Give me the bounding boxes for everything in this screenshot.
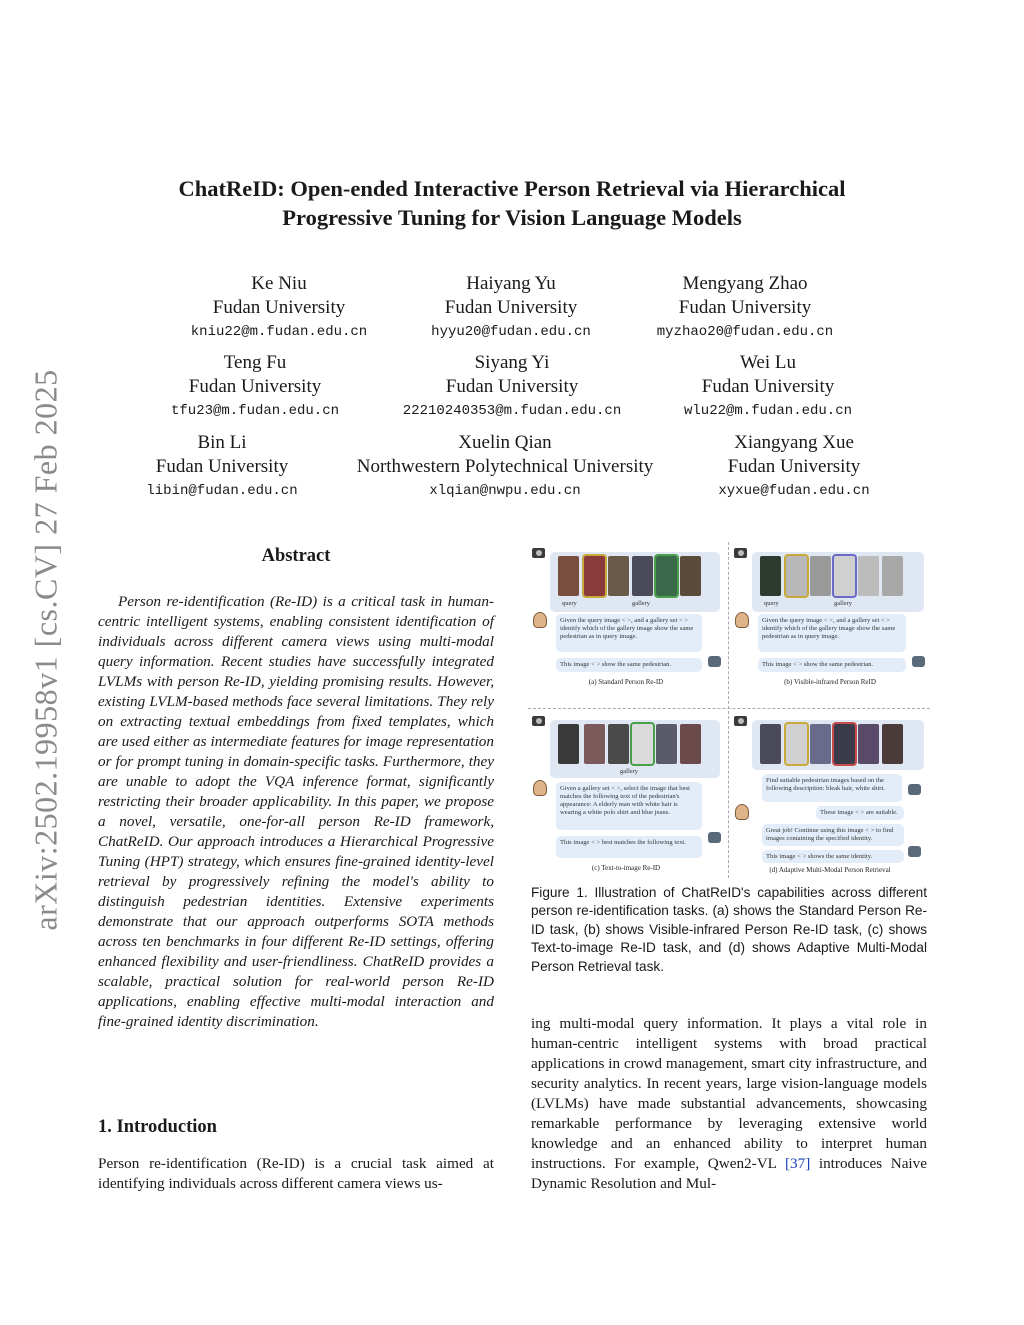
panel-label: (c) Text-to-image Re-ID [591,864,661,872]
author-email[interactable]: wlu22@m.fudan.edu.cn [683,403,853,419]
author-block [657,272,833,342]
author-email[interactable]: myzhao20@fudan.edu.cn [656,324,834,340]
figure-panel-a [528,542,724,708]
person-thumbnail [834,724,855,764]
gallery-label: gallery [834,600,853,607]
person-thumbnail [632,556,653,596]
user-avatar-icon [735,804,749,820]
author-name: Siyang Yi [474,352,550,373]
section-heading-introduction: 1. Introduction [98,1117,217,1137]
person-thumbnail [760,724,781,764]
camera-icon [734,548,747,558]
person-thumbnail [608,724,629,764]
robot-icon [708,832,721,843]
user-avatar-icon [533,780,547,796]
person-thumbnail [584,724,605,764]
person-thumbnail [786,556,807,596]
author-affiliation: Fudan University [212,297,346,318]
model-answer-bubble: This image < > best matches the following text. [556,836,702,858]
author-name: Teng Fu [223,352,287,373]
author-block [718,431,869,501]
author-name: Wei Lu [740,352,796,373]
figure-panel-d [732,712,928,878]
paper-title [100,174,924,232]
person-thumbnail [810,724,831,764]
person-thumbnail [882,556,903,596]
figure-panel-b [732,542,928,708]
author-email[interactable]: xlqian@nwpu.edu.cn [429,483,581,499]
gallery-label: gallery [632,600,651,607]
panel-label: (a) Standard Person Re-ID [588,678,664,686]
robot-icon [908,846,921,857]
author-name: Ke Niu [251,273,307,294]
author-affiliation: Fudan University [155,456,289,477]
arxiv-identifier: arXiv:2502.19958v1 [cs.CV] 27 Feb 2025 [27,369,64,931]
person-thumbnail [810,556,831,596]
intro-text-part: introduces Naive Dynamic Resolution and Mul- [531,1155,927,1192]
figure-panel-c [528,712,724,878]
author-block [191,272,367,342]
gallery-label: gallery [620,768,639,775]
user-followup-bubble: Great job! Continue using this image < > to find images containing the specified identity. [762,824,904,846]
author-affiliation: Fudan University [188,376,322,397]
author-affiliation: Fudan University [678,297,812,318]
title-line-2: Progressive Tuning for Vision Language Models [282,205,742,230]
user-avatar-icon [735,612,749,628]
figure-caption: Figure 1. Illustration of ChatReID's capabilities across different person re-identification tasks. (a) shows the Standard Person Re-ID task, (b) shows Visible-infrared Person Re-ID task, (c) shows Text-to-image Re-ID task, and (d) shows Adaptive Multi-Modal Person Retrieval task. [531,885,927,974]
person-thumbnail [786,724,807,764]
user-prompt-bubble: Given a gallery set < >, select the image that best matches the following text of the pedestrian's appearance: A elderly man with white hair is wearing a white polo shirt and blue jeans. [556,782,702,830]
person-thumbnail [834,556,855,596]
query-label: query [562,600,577,607]
person-thumbnail [858,556,879,596]
figure-divider-vertical [728,542,729,878]
author-email[interactable]: xyxue@fudan.edu.cn [718,483,870,499]
user-prompt-bubble: Find suitable pedestrian images based on the following description: bleak hair, white shirt. [762,774,902,802]
figure-1 [528,542,930,878]
introduction-continued-text [531,1014,927,1194]
person-thumbnail [680,556,701,596]
person-thumbnail [882,724,903,764]
author-name: Bin Li [197,432,247,453]
author-name: Xuelin Qian [458,432,552,453]
author-block [171,351,339,421]
model-answer-bubble: This image < > show the same pedestrian. [556,658,702,672]
author-email[interactable]: hyyu20@fudan.edu.cn [431,324,591,340]
author-affiliation: Fudan University [727,456,861,477]
user-prompt-bubble: Given the query image < >, and a gallery set < > identify which of the gallery image show the same pedestrian as in query image. [758,614,906,652]
person-thumbnail [632,724,653,764]
camera-icon [532,716,545,726]
author-name: Mengyang Zhao [682,273,808,294]
author-block [431,272,591,342]
author-affiliation: Northwestern Polytechnical University [356,456,654,477]
citation-link[interactable]: [37] [784,1155,811,1172]
author-block [357,431,654,501]
person-thumbnail [656,556,677,596]
author-block [684,351,852,421]
person-thumbnail [760,556,781,596]
person-thumbnail [656,724,677,764]
model-answer-bubble: This image < > show the same pedestrian. [758,658,906,672]
user-avatar-icon [533,612,547,628]
author-block [403,351,621,421]
author-block [146,431,297,501]
model-answer-bubble: These image < > are suitable. [816,806,904,820]
model-followup-answer: This image < > shows the same identity. [762,850,904,863]
robot-icon [908,784,921,795]
user-prompt-bubble: Given the query image < >, and a gallery set < > identify which of the gallery image show the same pedestrian as in query image. [556,614,702,652]
author-name: Xiangyang Xue [734,432,854,453]
abstract-text: Person re-identification (Re-ID) is a critical task in human-centric intelligent systems, enabling consistent identification of individuals across different camera views using multi-modal query information. Recent studies have successfully integrated LVLMs with person Re-ID, yielding promising results. However, existing LVLM-based methods face several limitations. They rely on extracting textual embeddings from fixed templates, which are used either as intermediate features for image representation or for prompt tuning in domain-specific tasks. Furthermore, they are unable to adopt the VQA inference format, significantly restricting their broader applicability. In this paper, we propose a novel, versatile, one-for-all person Re-ID framework, ChatReID. Our approach introduces a Hierarchical Progressive Tuning (HPT) strategy, which ensures fine-grained identity-level retrieval by progressively refining the model's ability to distinguish pedestrian identities. Extensive experiments demonstrate that our approach outperforms SOTA methods across ten benchmarks in four different Re-ID settings, offering enhanced flexibility and user-friendliness. ChatReID provides a scalable, practical solution for real-world person Re-ID applications, enabling effective multi-modal interaction and fine-grained identity discrimination. [98,593,494,1030]
query-label: query [764,600,779,607]
abstract-heading: Abstract [261,546,331,566]
author-email[interactable]: 22210240353@m.fudan.edu.cn [402,403,622,419]
author-email[interactable]: libin@fudan.edu.cn [146,483,298,499]
author-affiliation: Fudan University [445,376,579,397]
author-name: Haiyang Yu [466,273,556,294]
panel-label: (b) Visible-infrared Person ReID [784,678,876,686]
author-email[interactable]: tfu23@m.fudan.edu.cn [170,403,340,419]
robot-icon [708,656,721,667]
title-line-1: ChatReID: Open-ended Interactive Person Retrieval via Hierarchical [178,176,846,201]
author-affiliation: Fudan University [444,297,578,318]
person-thumbnail [558,556,579,596]
figure-divider-horizontal [528,708,930,709]
person-thumbnail [608,556,629,596]
person-thumbnail [680,724,701,764]
introduction-text: Person re-identification (Re-ID) is a crucial task aimed at identifying individuals across different camera views us- [98,1155,494,1192]
person-thumbnail [558,724,579,764]
intro-text-part: ing multi-modal query information. It plays a vital role in human-centric intelligent systems with broad practical applications in crowd management, smart city infrastructure, and security analytics. In recent years, large vision-language models (LVLMs) have made substantial advancements, showcasing remarkable performance by leveraging extensive world knowledge and an enhanced ability to interpret human instructions. For example, Qwen2-VL [531,1015,927,1172]
author-affiliation: Fudan University [701,376,835,397]
camera-icon [532,548,545,558]
robot-icon [912,656,925,667]
person-thumbnail [584,556,605,596]
person-thumbnail [858,724,879,764]
author-email[interactable]: kniu22@m.fudan.edu.cn [190,324,368,340]
panel-label: (d) Adaptive Multi-Modal Person Retrieval [769,866,891,874]
camera-icon [734,716,747,726]
